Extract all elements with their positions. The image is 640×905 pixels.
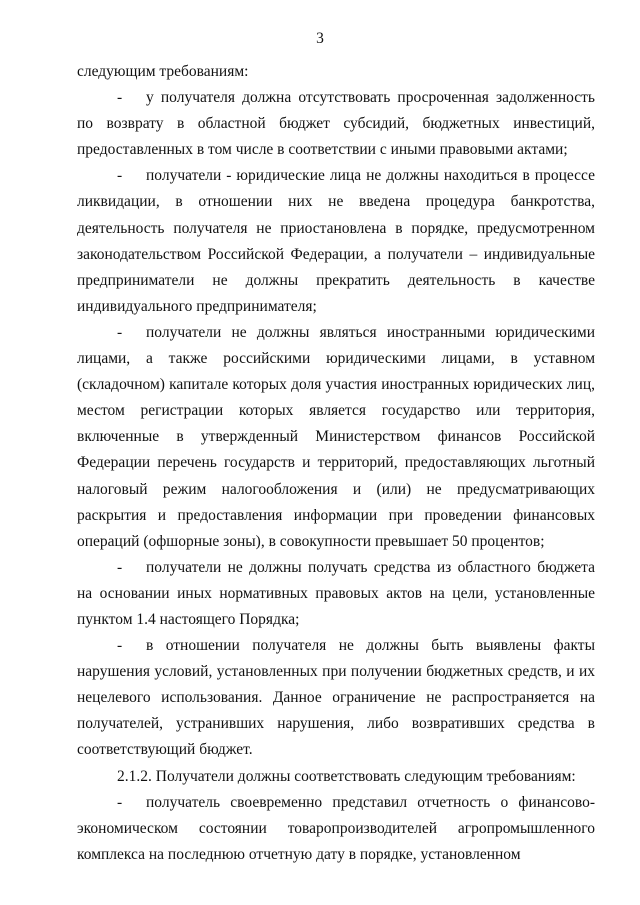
requirement-item-reporting	[77, 790, 595, 868]
paragraph-text: в отношении получателя не должны быть выявлены факты нарушения условий, установленных при получении бюджетных средств, и их нецелевого использования. Данное ограничение не распространяется на получателей, устранивших нарушения, либо возвративших средства в соответствующий бюджет.	[77, 637, 595, 759]
requirement-item-violations	[77, 633, 595, 763]
paragraph-text: следующим требованиям:	[77, 63, 249, 80]
section-heading-2-1-2	[77, 764, 595, 790]
requirement-item-foreign-entities	[77, 320, 595, 555]
document-body	[77, 59, 595, 868]
paragraph-text: получатель своевременно представил отчетность о финансово-экономическом состоянии товаропроизводителей агропромышленного комплекса на последнюю отчетную дату в порядке, установленном	[77, 793, 595, 863]
list-dash: -	[117, 793, 123, 811]
page-number: 3	[316, 30, 324, 47]
paragraph-continuation	[77, 59, 595, 85]
list-dash: -	[117, 167, 123, 185]
paragraph-text: получатели не должны являться иностранными юридическими лицами, а также российскими юридическими лицами, в уставном (складочном) капитале которых доля участия иностранных юридических лиц, местом регистрации которых является государство или территория, включенные в утвержденный Министерством финансов Российской Федерации перечень государств и территорий, предоставляющих льготный налоговый режим налогообложения и (или) не предусматривающих раскрытия и предоставления информации при проведении финансовых операций (офшорные зоны), в совокупности превышает 50 процентов;	[77, 323, 595, 550]
requirement-item-debt	[77, 85, 595, 163]
paragraph-text: получатели - юридические лица не должны находиться в процессе ликвидации, в отношении них не введена процедура банкротства, деятельность получателя не приостановлена в порядке, предусмотренном законодательством Российской Федерации, а получатели – индивидуальные предприниматели не должны прекратить деятельность в качестве индивидуального предпринимателя;	[77, 167, 595, 315]
paragraph-text: у получателя должна отсутствовать просроченная задолженность по возврату в областной бюджет субсидий, бюджетных инвестиций, предоставленных в том числе в соответствии с иными правовыми актами;	[77, 89, 595, 159]
list-dash: -	[117, 323, 123, 341]
list-dash: -	[117, 637, 123, 655]
list-dash: -	[117, 89, 123, 107]
paragraph-text: получатели не должны получать средства из областного бюджета на основании иных нормативных правовых актов на цели, установленные пунктом 1.4 настоящего Порядка;	[77, 558, 595, 628]
requirement-item-liquidation	[77, 163, 595, 320]
paragraph-text: 2.1.2. Получатели должны соответствовать следующим требованиям:	[117, 767, 576, 785]
requirement-item-other-funds	[77, 555, 595, 633]
list-dash: -	[117, 558, 123, 576]
